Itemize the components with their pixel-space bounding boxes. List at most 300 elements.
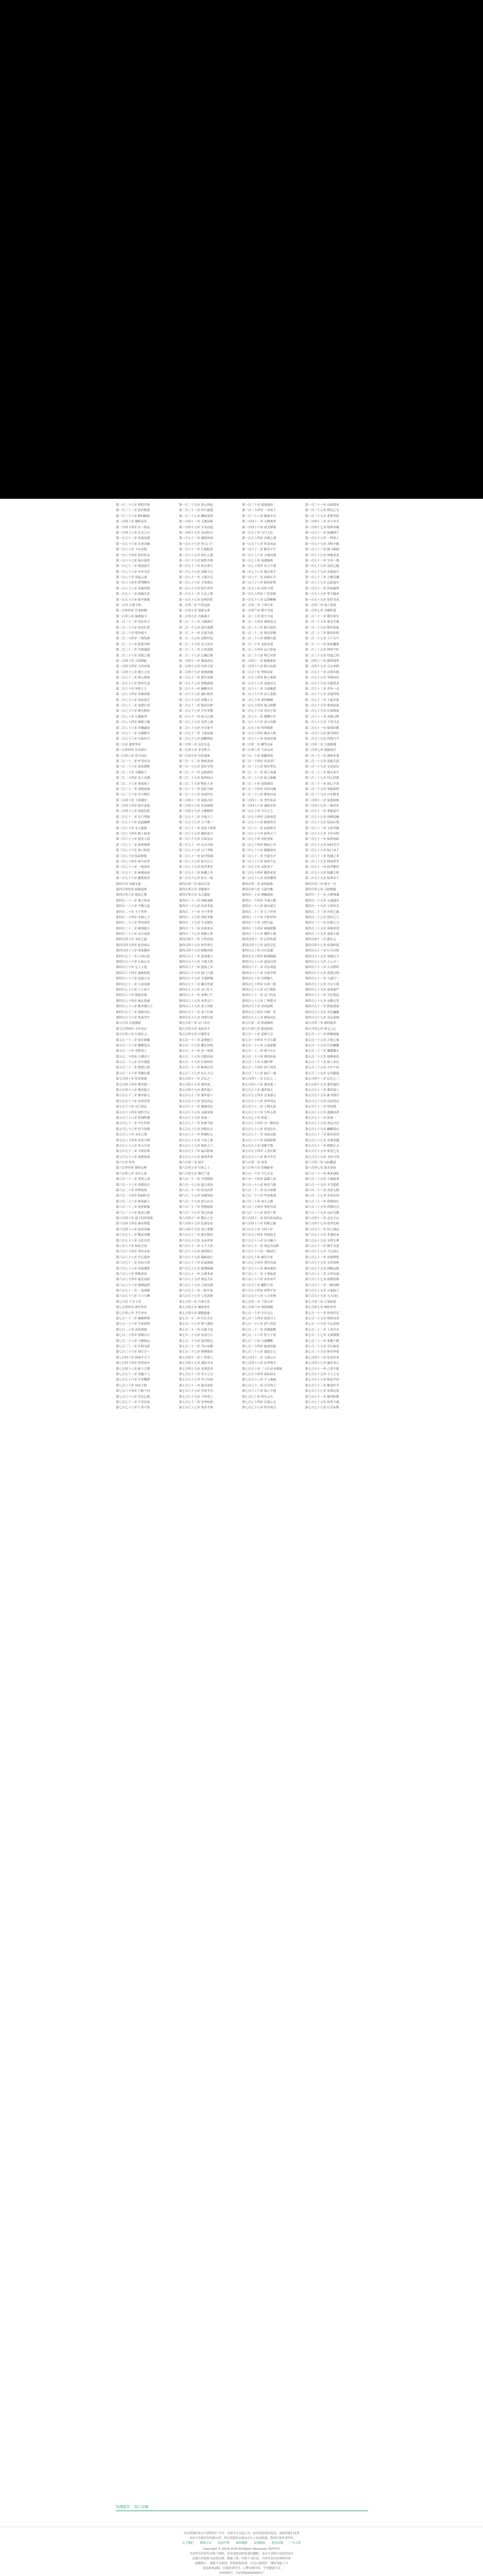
chapter-link[interactable]: 第五百零三章 新的篇章 <box>305 1022 336 1025</box>
chapter-link[interactable]: 第三百零九章 宫廷盛宴 <box>179 754 210 758</box>
chapter-link[interactable]: 第六百四十三章 走出大山 <box>305 1217 339 1220</box>
chapter-link[interactable]: 第三百一十七章 忠奸分明 <box>179 765 213 769</box>
chapter-link[interactable]: 第二百零四章 往事如烟 <box>116 609 147 613</box>
chapter-link[interactable]: 第六百零五章 归来之人 <box>179 1167 210 1170</box>
chapter-link[interactable]: 第三百三十九章 白头偕老 <box>305 793 339 797</box>
chapter-link[interactable]: 第六百六十三章 携手共进 <box>305 1244 339 1248</box>
chapter-link[interactable]: 第三百二十五章 海外仙山 <box>179 777 213 780</box>
chapter-link[interactable]: 第六百一十八章 秋高气爽 <box>242 1183 276 1187</box>
chapter-link[interactable]: 第四百一十五章 天道感应 <box>305 899 339 903</box>
chapter-link[interactable]: 第七百五十七章 君子坦荡 <box>179 1378 213 1382</box>
chapter-link[interactable]: 第五百八十九章 维度之门 <box>179 1144 213 1148</box>
chapter-link[interactable]: 第七百一十八章 意气风发 <box>242 1323 276 1326</box>
chapter-link[interactable]: 第七百七十六章 仁者不忧 <box>116 1406 150 1410</box>
chapter-link[interactable]: 第一百六十二章 路见不平 <box>242 548 276 552</box>
chapter-link[interactable]: 第六百九十一章 一帆风顺 <box>305 1283 339 1287</box>
chapter-link[interactable]: 第六百九十七章 七星高照 <box>179 1295 213 1298</box>
chapter-link[interactable]: 第五百五十五章 新书预告 <box>305 1094 339 1098</box>
chapter-link[interactable]: 第四百八十三章 平定叛乱 <box>305 994 339 998</box>
chapter-link[interactable]: 第三百八十八章 一战成名 <box>116 866 150 869</box>
chapter-link[interactable]: 第四百一十二章 神之传承 <box>116 899 150 903</box>
chapter-link[interactable]: 第七百二十六章 壁立千仞 <box>242 1334 276 1338</box>
chapter-link[interactable]: 第四百六十三章 万灵聆听 <box>305 966 339 970</box>
chapter-link[interactable]: 第三百二十六章 仙人指路 <box>242 777 276 780</box>
chapter-link[interactable]: 第五百四十章 传奇落幕 <box>116 1077 147 1081</box>
chapter-link[interactable]: 第五百五十二章 番外篇九 <box>116 1094 150 1098</box>
chapter-link[interactable]: 第六百八十四章 福星高照 <box>116 1278 150 1282</box>
chapter-link[interactable]: 第二百一十九章 朝堂风波 <box>305 626 339 630</box>
chapter-link[interactable]: 第三百一十章 暗藏杀机 <box>242 754 273 758</box>
chapter-link[interactable]: 第五百一十五章 正邪之战 <box>305 1038 339 1042</box>
chapter-link[interactable]: 第六百三十四章 事业有成 <box>242 1206 276 1209</box>
chapter-link[interactable]: 第三百七十四章 散仙之名 <box>242 843 276 847</box>
chapter-link[interactable]: 第一百六十章 下山历练 <box>116 548 147 552</box>
chapter-link[interactable]: 第一百七十三章 浴火重生 <box>179 565 213 569</box>
chapter-link[interactable]: 第七百七十九章 后会有期 <box>305 1406 339 1410</box>
chapter-link[interactable]: 第五百三十五章 少年不再 <box>305 1066 339 1070</box>
chapter-link[interactable]: 第四百九十三章 弟子归来 <box>179 1010 213 1014</box>
chapter-link[interactable]: 第三百七十六章 仙门招徒 <box>116 849 150 853</box>
chapter-link[interactable]: 第四百六十九章 舌战群儒 <box>179 977 213 981</box>
chapter-link[interactable]: 第五百一十三章 武林盟主 <box>179 1038 213 1042</box>
chapter-link[interactable]: 第四百一十四章 半神之躯 <box>242 899 276 903</box>
chapter-link[interactable]: 第六百九十四章 四季平安 <box>242 1289 276 1293</box>
chapter-link[interactable]: 第三百三十二章 再续前缘 <box>116 787 150 791</box>
chapter-link[interactable]: 第一百四十二章 宝物现世 <box>242 520 276 524</box>
chapter-link[interactable]: 第一百五十六章 长老青睐 <box>116 542 150 546</box>
chapter-link[interactable]: 第三百八十九章 仙君垂青 <box>179 866 213 869</box>
chapter-link[interactable]: 第六百三十一章 逆境成长 <box>305 1200 339 1204</box>
chapter-link[interactable]: 第一百八十九章 陌生世界 <box>179 587 213 591</box>
chapter-link[interactable]: 第五百九十三章 最后防线 <box>179 1150 213 1154</box>
chapter-link[interactable]: 第一百四十三章 各方争夺 <box>305 520 339 524</box>
chapter-link[interactable]: 第二百二十章 明争暗斗 <box>116 631 147 635</box>
chapter-link[interactable]: 第四百九十四章 共聚一堂 <box>242 1010 276 1014</box>
chapter-link[interactable]: 第二百三十章 亲征北境 <box>242 643 273 646</box>
chapter-link[interactable]: 第三百三十三章 花好月圆 <box>179 787 213 791</box>
chapter-link[interactable]: 第一百八十二章 血染长空 <box>242 576 276 580</box>
chapter-link[interactable]: 第三百五十一章 重振家声 <box>305 810 339 814</box>
chapter-link[interactable]: 第七百二十四章 海纳百川 <box>116 1334 150 1338</box>
footer-link-disclaimer[interactable]: 免责声明 <box>217 2542 230 2545</box>
chapter-link[interactable]: 第五百八十一章 机械纪元 <box>179 1133 213 1137</box>
chapter-link[interactable]: 第一百九十五章 势力渐成 <box>305 593 339 596</box>
chapter-link[interactable]: 第六百一十六章 春暖花开 <box>116 1183 150 1187</box>
chapter-link[interactable]: 第七百一十五章 欣欣向荣 <box>305 1317 339 1321</box>
chapter-link[interactable]: 第三百三十章 沧海桑田 <box>242 782 273 786</box>
chapter-link[interactable]: 第三百四十二章 世代传承 <box>242 799 276 802</box>
chapter-link[interactable]: 第五百二十一章 决一死战 <box>179 1050 213 1053</box>
chapter-link[interactable]: 第五百一十七章 魔头再现 <box>179 1044 213 1047</box>
chapter-link[interactable]: 第七百七十四章 后凋之志 <box>242 1400 276 1404</box>
chapter-link[interactable]: 第一百四十八章 出关之日 <box>116 531 150 535</box>
chapter-link[interactable]: 第五百四十四章 番外篇一 <box>116 1083 150 1087</box>
footer-icp[interactable]: ICP备案号：京ICP备00000000号 <box>219 2572 264 2575</box>
chapter-link[interactable]: 第二百八十三章 奇缘天降 <box>305 715 339 719</box>
chapter-link[interactable]: 第七百零七章 和和美美 <box>305 1306 336 1310</box>
chapter-link[interactable]: 第四百八十章 叛徒出现 <box>116 994 147 998</box>
chapter-link[interactable]: 第六百九十二章 二龙戏珠 <box>116 1289 150 1293</box>
chapter-link[interactable]: 第五百七十章 彩蛋二 <box>242 1116 270 1120</box>
chapter-link[interactable]: 第四百零五章 异象频生 <box>179 888 210 891</box>
chapter-link[interactable]: 第四百四十二章 后世传颂 <box>242 938 276 942</box>
chapter-link[interactable]: 第七百七十章 将至云尔 <box>242 1395 273 1399</box>
chapter-link[interactable]: 第二百零七章 共御外敌 <box>305 609 336 613</box>
chapter-link[interactable]: 第七百七十八章 终章再会 <box>242 1406 276 1410</box>
chapter-link[interactable]: 第七百六十章 同而不和 <box>116 1384 147 1387</box>
chapter-link[interactable]: 第七百六十五章 学而不厌 <box>179 1390 213 1393</box>
chapter-link[interactable]: 第三百六十五章 破碎虚空 <box>179 832 213 836</box>
chapter-link[interactable]: 第五百五十一章 番外篇八 <box>305 1089 339 1093</box>
chapter-link[interactable]: 第一百八十一章 大战开启 <box>179 576 213 580</box>
chapter-link[interactable]: 第六百八十五章 鸿运当头 <box>179 1278 213 1282</box>
chapter-link[interactable]: 第一百九十一章 四处碰壁 <box>305 587 339 591</box>
chapter-link[interactable]: 第六百四十九章 国之重器 <box>179 1228 213 1231</box>
chapter-link[interactable]: 第四百一十八章 游历诸天 <box>242 905 276 909</box>
chapter-link[interactable]: 第一百五十二章 连战连捷 <box>116 537 150 541</box>
chapter-link[interactable]: 第六百五十四章 传统技艺 <box>242 1234 276 1237</box>
chapter-link[interactable]: 第六百零九章 烟火气息 <box>179 1172 210 1176</box>
chapter-link[interactable]: 第三百三十八章 相濡以沫 <box>242 793 276 797</box>
chapter-link[interactable]: 第七百七十三章 岁寒松柏 <box>179 1400 213 1404</box>
chapter-link[interactable]: 第六百二十二章 岁月如歌 <box>242 1189 276 1193</box>
chapter-link[interactable]: 第二百零三章 故人重逢 <box>305 604 336 608</box>
chapter-link[interactable]: 第五百四十九章 番外篇六 <box>179 1089 213 1093</box>
chapter-link[interactable]: 第六百一十七章 夏日炎炎 <box>179 1183 213 1187</box>
chapter-link[interactable]: 第五百二十六章 耕读传家 <box>242 1055 276 1059</box>
chapter-link[interactable]: 第六百八十六章 步步高升 <box>242 1278 276 1282</box>
chapter-link[interactable]: 第七百五十章 三人行必有我师 <box>242 1367 282 1371</box>
chapter-link[interactable]: 第七百三十六章 知行合一 <box>116 1350 150 1354</box>
chapter-link[interactable]: 第五百六十七章 感谢读者 <box>305 1111 339 1114</box>
chapter-link[interactable]: 第二百五十一章 首战告捷 <box>305 670 339 674</box>
chapter-link[interactable]: 第六百八十二章 万事如意 <box>242 1272 276 1276</box>
chapter-link[interactable]: 第一百五十四章 决赛之战 <box>242 537 276 541</box>
chapter-link[interactable]: 第二百八十二章 懵懂少年 <box>242 715 276 719</box>
chapter-link[interactable]: 第三百六十七章 飞升在即 <box>305 832 339 836</box>
chapter-link[interactable]: 第六百二十五章 同窗情谊 <box>179 1194 213 1198</box>
chapter-link[interactable]: 第五百五十八章 世界设定 <box>242 1099 276 1103</box>
chapter-link[interactable]: 第一百七十四章 实力大增 <box>242 565 276 569</box>
chapter-link[interactable]: 第一百八十六章 新的征程 <box>242 581 276 585</box>
chapter-link[interactable]: 第二百八十章 江湖新秀 <box>116 715 147 719</box>
chapter-link[interactable]: 第七百五十二章 勿施于人 <box>116 1372 150 1376</box>
chapter-link[interactable]: 第五百一十一章 群雄逐鹿 <box>305 1033 339 1037</box>
chapter-link[interactable]: 第四百五十六章 心如止水 <box>116 961 150 964</box>
chapter-link[interactable]: 第五百零二章 传说继续 <box>242 1022 273 1025</box>
footer-link-sitemap[interactable]: 网站地图 <box>236 2542 247 2545</box>
chapter-link[interactable]: 第四百三十八章 牺牲小我 <box>242 933 276 936</box>
chapter-link[interactable]: 第三百四十七章 一致对外 <box>305 804 339 808</box>
chapter-link[interactable]: 第七百零六章 团团圆圆 <box>242 1306 273 1310</box>
chapter-link[interactable]: 第四百六十四章 道统延续 <box>116 971 150 975</box>
chapter-link[interactable]: 第三百七十九章 仙门弟子 <box>305 849 339 853</box>
chapter-link[interactable]: 第五百八十八章 多元宇宙 <box>116 1144 150 1148</box>
chapter-link[interactable]: 第七百五十三章 君子之交 <box>179 1372 213 1376</box>
chapter-link[interactable]: 第五百二十九章 往事回首 <box>179 1061 213 1065</box>
chapter-link[interactable]: 第六百五十九章 文明互鉴 <box>305 1239 339 1243</box>
chapter-link[interactable]: 第四百三十三章 众神来访 <box>179 927 213 931</box>
chapter-link[interactable]: 第三百三十四章 喜结良缘 <box>242 787 276 791</box>
chapter-link[interactable]: 第六百七十六章 风雨兼程 <box>116 1267 150 1271</box>
chapter-link[interactable]: 第四百三十五章 诸神黄昏 <box>305 927 339 931</box>
chapter-link[interactable]: 第二百五十章 誓师出征 <box>242 670 273 674</box>
chapter-link[interactable]: 第三百七十二章 仙界规则 <box>116 843 150 847</box>
chapter-link[interactable]: 第二百四十六章 联合抗敌 <box>242 665 276 669</box>
chapter-link[interactable]: 第六百四十八章 技术突破 <box>116 1228 150 1231</box>
chapter-link[interactable]: 第一百九十二章 崭露头角 <box>116 593 150 596</box>
chapter-link[interactable]: 第二百三十二章 雪域迷踪 <box>116 648 150 652</box>
chapter-link[interactable]: 第四百九十章 各奔前程 <box>242 1005 273 1009</box>
chapter-link[interactable]: 第一百五十八章 传承功法 <box>242 542 276 546</box>
chapter-link[interactable]: 第六百三十章 奋斗之路 <box>242 1200 273 1204</box>
chapter-link[interactable]: 第四百一十六章 平衡天道 <box>116 905 150 909</box>
chapter-link[interactable]: 第四百三十二章 神国建立 <box>116 927 150 931</box>
chapter-link[interactable]: 第二百四十五章 异界入侵 <box>179 665 213 669</box>
chapter-link[interactable]: 第六百零三章 完结撒花 <box>305 1161 336 1165</box>
chapter-link[interactable]: 第三百八十四章 神兵出世 <box>116 860 150 863</box>
chapter-link[interactable]: 第五百二十章 光明顶上 <box>116 1050 147 1053</box>
chapter-link[interactable]: 第五百五十七章 角色设定 <box>179 1099 213 1103</box>
chapter-link[interactable]: 第四百四十七章 宿命纠葛 <box>305 943 339 947</box>
chapter-link[interactable]: 第二百二十四章 一朝发难 <box>116 637 150 641</box>
chapter-link[interactable]: 第四百七十一章 大道归一 <box>305 977 339 981</box>
chapter-link[interactable]: 第一百六十九章 豁然开朗 <box>179 559 213 563</box>
chapter-link[interactable]: 第二百三十八章 明心见性 <box>242 654 276 658</box>
chapter-link[interactable]: 第四百八十四章 痛定思痛 <box>116 999 150 1003</box>
chapter-link[interactable]: 第六百七十八章 乘风破浪 <box>242 1267 276 1271</box>
chapter-link[interactable]: 第六百六十五章 展望明天 <box>179 1250 213 1254</box>
chapter-link[interactable]: 第三百二十章 开疆拓土 <box>116 771 147 774</box>
chapter-link[interactable]: 第三百八十二章 丹道奇才 <box>242 854 276 858</box>
chapter-link[interactable]: 第六百四十四章 城市梦想 <box>116 1222 150 1226</box>
chapter-link[interactable]: 第二百一十七章 加官进爵 <box>179 626 213 630</box>
chapter-link[interactable]: 第四百五十四章 阴晴圆缺 <box>242 955 276 958</box>
chapter-link[interactable]: 第五百八十二章 星际远航 <box>242 1133 276 1137</box>
chapter-link[interactable]: 第四百三十六章 末日危机 <box>116 933 150 936</box>
chapter-link[interactable]: 第四百七十二章 万法同源 <box>116 983 150 986</box>
chapter-link[interactable]: 第四百九十五章 其乐融融 <box>305 1010 339 1014</box>
chapter-link[interactable]: 第七百一十二章 顺顺利利 <box>116 1317 150 1321</box>
chapter-link[interactable]: 第五百二十八章 岁月悠悠 <box>116 1061 150 1065</box>
chapter-link[interactable]: 第一百三十三章 旧日恩怨 <box>179 509 213 513</box>
chapter-link[interactable]: 第六百四十五章 追逐星辰 <box>179 1222 213 1226</box>
chapter-link[interactable]: 第六百七十四章 勇往直前 <box>242 1261 276 1265</box>
chapter-link[interactable]: 第二百八十九章 历尽艰辛 <box>179 726 213 730</box>
chapter-link[interactable]: 第二百九十三章 王族血脉 <box>179 732 213 736</box>
footer-link-about[interactable]: 关于我们 <box>182 2542 194 2545</box>
chapter-link[interactable]: 第六百六十章 和而不同 <box>116 1244 147 1248</box>
chapter-link[interactable]: 第五百九十二章 文明存续 <box>116 1150 150 1154</box>
chapter-link[interactable]: 第二百九十四章 继承大统 <box>242 732 276 736</box>
chapter-link[interactable]: 第二百九十八章 国富民强 <box>242 737 276 741</box>
chapter-link[interactable]: 第四百八十五章 改革宗门 <box>179 999 213 1003</box>
chapter-link[interactable]: 第二百七十三章 隐居山林 <box>179 704 213 708</box>
chapter-link[interactable]: 第一百五十三章 强敌环伺 <box>179 537 213 541</box>
chapter-link[interactable]: 第五百章 击退强敌 <box>116 1022 141 1025</box>
chapter-link[interactable]: 第二百五十九章 直捣黄龙 <box>305 682 339 685</box>
chapter-link[interactable]: 第四百零三章 镇守一方 <box>305 882 336 886</box>
chapter-link[interactable]: 第三百三十六章 岁月静好 <box>116 793 150 797</box>
chapter-link[interactable]: 第二百三十九章 得道之契 <box>305 654 339 658</box>
chapter-link[interactable]: 第四百零一章 仙帝召见 <box>179 882 210 886</box>
chapter-link[interactable]: 第四百九十二章 恩师寿辰 <box>116 1010 150 1014</box>
chapter-link[interactable]: 第一百七十六章 步步为营 <box>116 570 150 574</box>
chapter-link[interactable]: 第二百零一章 声名远扬 <box>179 604 210 608</box>
chapter-link[interactable]: 第五百一十八章 正道联盟 <box>242 1044 276 1047</box>
chapter-link[interactable]: 第五百七十二章 平行世界 <box>116 1122 150 1126</box>
chapter-link[interactable]: 第二百一十一章 援军将至 <box>305 615 339 618</box>
chapter-link[interactable]: 第四百二十七章 创世之主 <box>305 916 339 919</box>
chapter-link[interactable]: 第四百五十五章 看破红尘 <box>305 955 339 958</box>
chapter-link[interactable]: 第三百八十章 仙法修炼 <box>116 854 147 858</box>
chapter-link[interactable]: 第二百四十章 天劫降临 <box>116 659 147 663</box>
chapter-link[interactable]: 第七百一十九章 斗志昂扬 <box>305 1323 339 1326</box>
chapter-link[interactable]: 第五百四十三章 后记之三 <box>305 1077 339 1081</box>
chapter-link[interactable]: 第四百二十九章 生灵繁衍 <box>179 921 213 925</box>
footer-link-ads[interactable]: 广告合作 <box>289 2542 301 2545</box>
chapter-link[interactable]: 第一百三十四章 一决高下 <box>242 509 276 513</box>
chapter-link[interactable]: 第五百四十八章 番外篇五 <box>116 1089 150 1093</box>
chapter-link[interactable]: 第七百零九章 健健康康 <box>179 1311 210 1315</box>
chapter-link[interactable]: 第五百一十四章 号令江湖 <box>242 1038 276 1042</box>
chapter-link[interactable]: 第二百七十章 重登巅峰 <box>242 698 273 702</box>
chapter-link[interactable]: 第二百六十三章 舍身一击 <box>305 687 339 691</box>
chapter-link[interactable]: 第四百零八章 混沌之地 <box>116 894 147 897</box>
chapter-link[interactable]: 第三百五十五章 登峰造极 <box>305 815 339 819</box>
chapter-link[interactable]: 第三百六十章 无人能敌 <box>116 826 147 830</box>
chapter-link[interactable]: 第六百一十二章 邻里之间 <box>116 1178 150 1182</box>
chapter-link[interactable]: 第二百二十九章 北方异动 <box>179 643 213 646</box>
chapter-link[interactable]: 第三百七十一章 仙界初临 <box>305 838 339 842</box>
chapter-link[interactable]: 第六百零七章 街头巷尾 <box>305 1167 336 1170</box>
chapter-link[interactable]: 第五百九十九章 永恒守望 <box>305 1155 339 1159</box>
chapter-link[interactable]: 第六百零二章 再见 <box>242 1161 267 1165</box>
chapter-link[interactable]: 第三百六十六章 仙界之门 <box>242 832 276 836</box>
chapter-link[interactable]: 第三百八十一章 仙丹炼制 <box>179 854 213 858</box>
chapter-link[interactable]: 第一百三十九章 重重考验 <box>305 514 339 518</box>
chapter-link[interactable]: 第四百五十二章 人间百态 <box>116 955 150 958</box>
chapter-link[interactable]: 第六百四十六章 科研之路 <box>242 1222 276 1226</box>
chapter-link[interactable]: 第七百六十二章 让以得之 <box>242 1384 276 1387</box>
chapter-link[interactable]: 第四百九十七章 外敌压境 <box>179 1016 213 1020</box>
chapter-link[interactable]: 第三百四十章 子孙满堂 <box>116 799 147 802</box>
chapter-link[interactable]: 第六百七十五章 无所畏惧 <box>305 1261 339 1265</box>
chapter-link[interactable]: 第二百九十章 终得线索 <box>242 726 273 730</box>
chapter-link[interactable]: 第五百三十二章 把酒言欢 <box>116 1066 150 1070</box>
chapter-link[interactable]: 第五百八十四章 外星文明 <box>116 1139 150 1142</box>
chapter-link[interactable]: 第三百零一章 边关告急 <box>179 743 210 747</box>
chapter-link[interactable]: 第二百四十一章 渡劫成功 <box>179 659 213 663</box>
chapter-link[interactable]: 第二百七十二章 返璞归真 <box>116 704 150 708</box>
chapter-link[interactable]: 第六百八十八章 锦绣前程 <box>116 1283 150 1287</box>
chapter-link[interactable]: 第五百六十九章 彩蛋一 <box>179 1116 210 1120</box>
chapter-link[interactable]: 第三百六十二章 寂寞如雪 <box>242 826 276 830</box>
footer-link-contact[interactable]: 联系方式 <box>200 2542 212 2545</box>
chapter-link[interactable]: 第二百二十一章 以退为进 <box>179 631 213 635</box>
chapter-link[interactable]: 第四百八十二章 宗门内乱 <box>242 994 276 998</box>
chapter-link[interactable]: 第三百六十一章 高处不胜寒 <box>179 826 216 830</box>
chapter-link[interactable]: 第一百八十八章 异域风情 <box>116 587 150 591</box>
chapter-link[interactable]: 第二百五十八章 再度出击 <box>242 682 276 685</box>
chapter-link[interactable]: 第二百一十五章 收复失地 <box>305 621 339 624</box>
chapter-link[interactable]: 第六百三十七章 爱心传递 <box>179 1211 213 1215</box>
chapter-link[interactable]: 第二百五十三章 孤军奋战 <box>179 676 213 680</box>
chapter-link[interactable]: 第七百六十九章 不知老之 <box>179 1395 213 1399</box>
chapter-link[interactable]: 第一百六十一章 江湖险恶 <box>179 548 213 552</box>
chapter-link[interactable]: 第三百二十二章 海上风暴 <box>242 771 276 774</box>
chapter-link[interactable]: 第一百六十五章 同行之旅 <box>179 553 213 557</box>
chapter-link[interactable]: 第七百三十四章 温故知新 <box>242 1345 276 1348</box>
chapter-link[interactable]: 第一百四十五章 全身而退 <box>179 526 213 529</box>
chapter-link[interactable]: 第二百八十六章 追寻真相 <box>242 721 276 725</box>
chapter-link[interactable]: 第一百七十五章 复仇之路 <box>305 565 339 569</box>
chapter-link[interactable]: 第七百六十一章 温良恭俭 <box>179 1384 213 1387</box>
chapter-link[interactable]: 第四百八十六章 广纳贤才 <box>242 999 276 1003</box>
chapter-link[interactable]: 第三百一十九章 文治武功 <box>305 765 339 769</box>
chapter-link[interactable]: 第六百二十七章 各奔东西 <box>305 1194 339 1198</box>
chapter-link[interactable]: 第六百九十五章 五福临门 <box>305 1289 339 1293</box>
chapter-link[interactable]: 第六百四十章 孩子们的笑脸 <box>116 1217 153 1220</box>
chapter-link[interactable]: 第六百六十一章 天下大同 <box>179 1244 213 1248</box>
chapter-link[interactable]: 第三百七十五章 仙府争夺 <box>305 843 339 847</box>
chapter-link[interactable]: 第二百八十五章 身世之谜 <box>179 721 213 725</box>
chapter-link[interactable]: 第六百零四章 新的启程 <box>116 1167 147 1170</box>
chapter-link[interactable]: 第三百一十五章 雷霆手段 <box>305 759 339 763</box>
chapter-link[interactable]: 第三百二十四章 岛上奇遇 <box>116 777 150 780</box>
chapter-link[interactable]: 第五百九十一章 降维打击 <box>305 1144 339 1148</box>
chapter-link[interactable]: 第六百一十九章 冬雪皑皑 <box>305 1183 339 1187</box>
chapter-link[interactable]: 第二百六十六章 众人悲恸 <box>242 693 276 697</box>
chapter-link[interactable]: 第二百八十一章 初入江湖 <box>179 715 213 719</box>
chapter-link[interactable]: 第二百一十六章 论功行赏 <box>116 626 150 630</box>
chapter-link[interactable]: 第三百七十三章 从头开始 <box>179 843 213 847</box>
chapter-link[interactable]: 第三百零四章 长河落日 <box>116 749 147 752</box>
chapter-link[interactable]: 第五百一十九章 讨伐魔教 <box>305 1044 339 1047</box>
chapter-link[interactable]: 第七百三十八章 诚意正心 <box>242 1350 276 1354</box>
chapter-link[interactable]: 第四百三十四章 神域联盟 <box>242 927 276 931</box>
chapter-link[interactable]: 第二百六十四章 英雄落幕 <box>116 693 150 697</box>
chapter-link[interactable]: 第四百章 功德无量 <box>116 882 141 886</box>
chapter-link[interactable]: 第三百五十章 中兴之主 <box>242 810 273 814</box>
chapter-link[interactable]: 第三百九十五章 仙魔大战 <box>305 871 339 875</box>
chapter-link[interactable]: 第二百六十五章 魂归故里 <box>179 693 213 697</box>
chapter-link[interactable]: 第七百一十一章 快快乐乐 <box>305 1311 339 1315</box>
chapter-link[interactable]: 第三百二十八章 重返故土 <box>116 782 150 786</box>
chapter-link[interactable]: 第三百九十六章 魔尊现身 <box>116 877 150 881</box>
chapter-link[interactable]: 第六百二十四章 校园时光 <box>116 1194 150 1198</box>
chapter-link[interactable]: 第七百六十六章 诲人不倦 <box>242 1390 276 1393</box>
chapter-link[interactable]: 第一百九十三章 立足之地 <box>179 593 213 596</box>
chapter-link[interactable]: 第三百章 盛世华章 <box>116 743 141 747</box>
chapter-link[interactable]: 第七百三十三章 书山有路 <box>179 1345 213 1348</box>
chapter-link[interactable]: 第六百七十七章 披荆斩棘 <box>179 1267 213 1271</box>
chapter-link[interactable]: 第一百八十五章 尘埃落定 <box>179 581 213 585</box>
chapter-link[interactable]: 第三百九十九章 仙界安宁 <box>305 877 339 881</box>
chapter-link[interactable]: 第五百零七章 侠义之心 <box>305 1027 336 1031</box>
chapter-link[interactable]: 第三百六十九章 告别亲友 <box>179 838 213 842</box>
chapter-link[interactable]: 第四百四十章 永恒之道 <box>116 938 147 942</box>
chapter-link[interactable]: 第七百三十一章 业精于勤 <box>305 1339 339 1343</box>
chapter-link[interactable]: 第三百九十章 亲传弟子 <box>242 866 273 869</box>
chapter-link[interactable]: 第五百八十六章 黑洞探索 <box>242 1139 276 1142</box>
chapter-link[interactable]: 第一百九十章 初来乍到 <box>242 587 273 591</box>
chapter-link[interactable]: 第三百七十章 羽化登仙 <box>242 838 273 842</box>
chapter-link[interactable]: 第六百六十九章 砥砺前行 <box>179 1256 213 1259</box>
chapter-link[interactable]: 第四百五十三章 悲欢离合 <box>179 955 213 958</box>
chapter-link[interactable]: 第一百八十七章 远赴他乡 <box>305 581 339 585</box>
chapter-link[interactable]: 第三百三十一章 初心不改 <box>305 782 339 786</box>
